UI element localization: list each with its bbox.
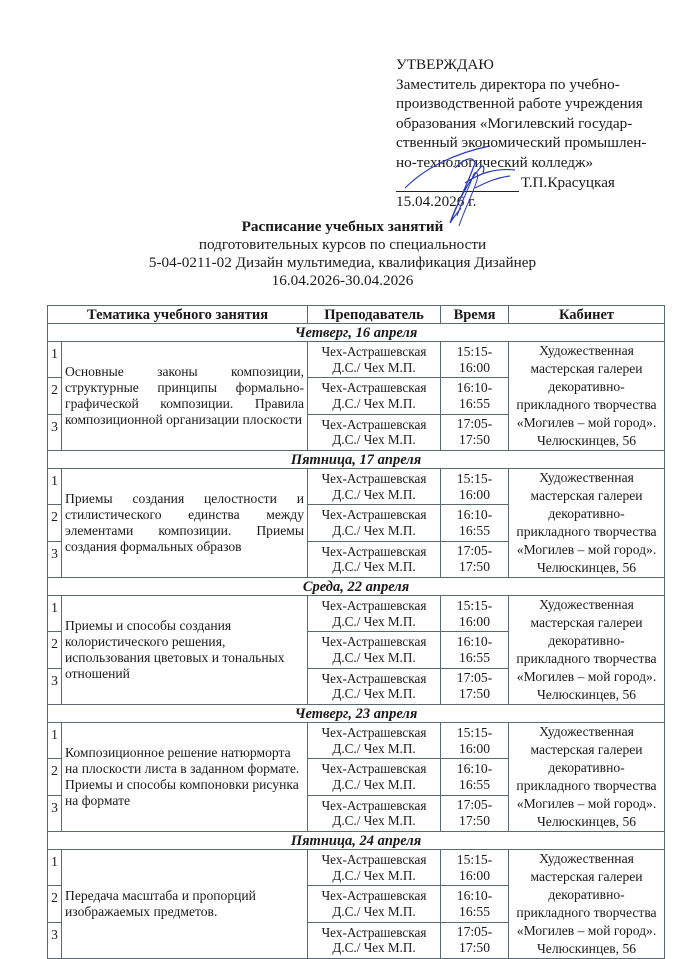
- lesson-number: 2: [48, 378, 62, 414]
- lesson-time: 15:15-16:00: [441, 469, 509, 505]
- lesson-room: Художественная мастерская галереи декоративно-прикладного творчества «Могилев – мой город». Челюскинцев, 56: [509, 723, 665, 832]
- approval-line: образования «Могилевский государ-: [396, 114, 633, 132]
- lesson-number: 2: [48, 759, 62, 795]
- day-label: Среда, 22 апреля: [48, 578, 665, 596]
- lesson-teacher: Чех-Астрашевская Д.С./ Чех М.П.: [308, 668, 441, 704]
- lesson-time: 15:15-16:00: [441, 723, 509, 759]
- approval-line: Заместитель директора по учебно-: [396, 75, 620, 93]
- header-time: Время: [441, 306, 509, 324]
- day-row: [48, 578, 665, 596]
- lesson-time: 15:15-16:00: [441, 596, 509, 632]
- day-label: Четверг, 23 апреля: [48, 705, 665, 723]
- table-row: [48, 850, 665, 886]
- lesson-time: 16:10-16:55: [441, 378, 509, 414]
- lesson-teacher: Чех-Астрашевская Д.С./ Чех М.П.: [308, 342, 441, 378]
- lesson-number: 2: [48, 886, 62, 922]
- lesson-time: 15:15-16:00: [441, 342, 509, 378]
- lesson-teacher: Чех-Астрашевская Д.С./ Чех М.П.: [308, 922, 441, 958]
- title-period: 16.04.2026-30.04.2026: [271, 272, 414, 289]
- table-header-row: [48, 306, 665, 324]
- day-label: Пятница, 24 апреля: [48, 832, 665, 850]
- header-room: Кабинет: [509, 306, 665, 324]
- lesson-number: 1: [48, 723, 62, 759]
- lesson-number: 1: [48, 469, 62, 505]
- table-row: [48, 342, 665, 378]
- lesson-time: 17:05-17:50: [441, 541, 509, 577]
- lesson-number: 3: [48, 922, 62, 958]
- lesson-topic: Приемы создания целостности и стилистического единства между элементами композиции. Приемы создания формальных образов: [62, 469, 308, 578]
- day-row: [48, 832, 665, 850]
- lesson-number: 3: [48, 795, 62, 831]
- lesson-topic: Передача масштаба и пропорций изображаемых предметов.: [62, 850, 308, 959]
- day-row: [48, 451, 665, 469]
- approval-heading: УТВЕРЖДАЮ: [396, 56, 494, 73]
- lesson-teacher: Чех-Астрашевская Д.С./ Чех М.П.: [308, 505, 441, 541]
- lesson-number: 2: [48, 505, 62, 541]
- lesson-time: 17:05-17:50: [441, 668, 509, 704]
- approval-line: но-технологический колледж»: [396, 153, 594, 171]
- table-row: [48, 596, 665, 632]
- lesson-number: 3: [48, 668, 62, 704]
- lesson-teacher: Чех-Астрашевская Д.С./ Чех М.П.: [308, 414, 441, 450]
- lesson-time: 16:10-16:55: [441, 632, 509, 668]
- lesson-topic: Композиционное решение натюрморта на плоскости листа в заданном формате. Приемы и способы компоновки рисунка на формате: [62, 723, 308, 832]
- header-teacher: Преподаватель: [308, 306, 441, 324]
- title-main: Расписание учебных занятий: [241, 218, 444, 235]
- schedule-table: [47, 305, 665, 959]
- signature-line: [396, 173, 681, 193]
- approval-block: [396, 55, 681, 212]
- table-row: [48, 469, 665, 505]
- lesson-topic: Основные законы композиции, структурные принципы формально-графической композиции. Правила композиционной организации плоскости: [62, 342, 308, 451]
- lesson-number: 3: [48, 414, 62, 450]
- signer-name: Т.П.Красуцкая: [521, 173, 615, 191]
- lesson-number: 2: [48, 632, 62, 668]
- title-line2: подготовительных курсов по специальности: [198, 236, 487, 253]
- lesson-number: 1: [48, 342, 62, 378]
- lesson-teacher: Чех-Астрашевская Д.С./ Чех М.П.: [308, 596, 441, 632]
- lesson-teacher: Чех-Астрашевская Д.С./ Чех М.П.: [308, 759, 441, 795]
- lesson-room: Художественная мастерская галереи декоративно-прикладного творчества «Могилев – мой город». Челюскинцев, 56: [509, 850, 665, 959]
- lesson-topic: Приемы и способы создания колористического решения, использования цветовых и тональных отношений: [62, 596, 308, 705]
- approval-line: производственной работе учреждения: [396, 95, 643, 113]
- lesson-teacher: Чех-Астрашевская Д.С./ Чех М.П.: [308, 469, 441, 505]
- lesson-room: Художественная мастерская галереи декоративно-прикладного творчества «Могилев – мой город». Челюскинцев, 56: [509, 342, 665, 451]
- lesson-time: 17:05-17:50: [441, 922, 509, 958]
- lesson-room: Художественная мастерская галереи декоративно-прикладного творчества «Могилев – мой город». Челюскинцев, 56: [509, 596, 665, 705]
- lesson-teacher: Чех-Астрашевская Д.С./ Чех М.П.: [308, 850, 441, 886]
- lesson-number: 1: [48, 596, 62, 632]
- lesson-time: 16:10-16:55: [441, 505, 509, 541]
- lesson-teacher: Чех-Астрашевская Д.С./ Чех М.П.: [308, 886, 441, 922]
- lesson-teacher: Чех-Астрашевская Д.С./ Чех М.П.: [308, 541, 441, 577]
- lesson-teacher: Чех-Астрашевская Д.С./ Чех М.П.: [308, 795, 441, 831]
- approval-date: 15.04.2026 г.: [396, 193, 477, 211]
- day-label: Пятница, 17 апреля: [48, 451, 665, 469]
- day-label: Четверг, 16 апреля: [48, 324, 665, 342]
- lesson-room: Художественная мастерская галереи декоративно-прикладного творчества «Могилев – мой город». Челюскинцев, 56: [509, 469, 665, 578]
- lesson-time: 16:10-16:55: [441, 759, 509, 795]
- lesson-time: 17:05-17:50: [441, 795, 509, 831]
- table-row: [48, 723, 665, 759]
- lesson-time: 16:10-16:55: [441, 886, 509, 922]
- lesson-number: 3: [48, 541, 62, 577]
- signature-blank: [396, 175, 519, 192]
- day-row: [48, 705, 665, 723]
- lesson-teacher: Чех-Астрашевская Д.С./ Чех М.П.: [308, 632, 441, 668]
- lesson-time: 17:05-17:50: [441, 414, 509, 450]
- lesson-time: 15:15-16:00: [441, 850, 509, 886]
- title-line3: 5-04-0211-02 Дизайн мультимедиа, квалификация Дизайнер: [148, 254, 537, 271]
- document-title: [0, 218, 685, 290]
- day-row: [48, 324, 665, 342]
- lesson-number: 1: [48, 850, 62, 886]
- header-topic: Тематика учебного занятия: [48, 306, 308, 324]
- approval-line: ственный экономический промышлен-: [396, 134, 647, 152]
- lesson-teacher: Чех-Астрашевская Д.С./ Чех М.П.: [308, 378, 441, 414]
- lesson-teacher: Чех-Астрашевская Д.С./ Чех М.П.: [308, 723, 441, 759]
